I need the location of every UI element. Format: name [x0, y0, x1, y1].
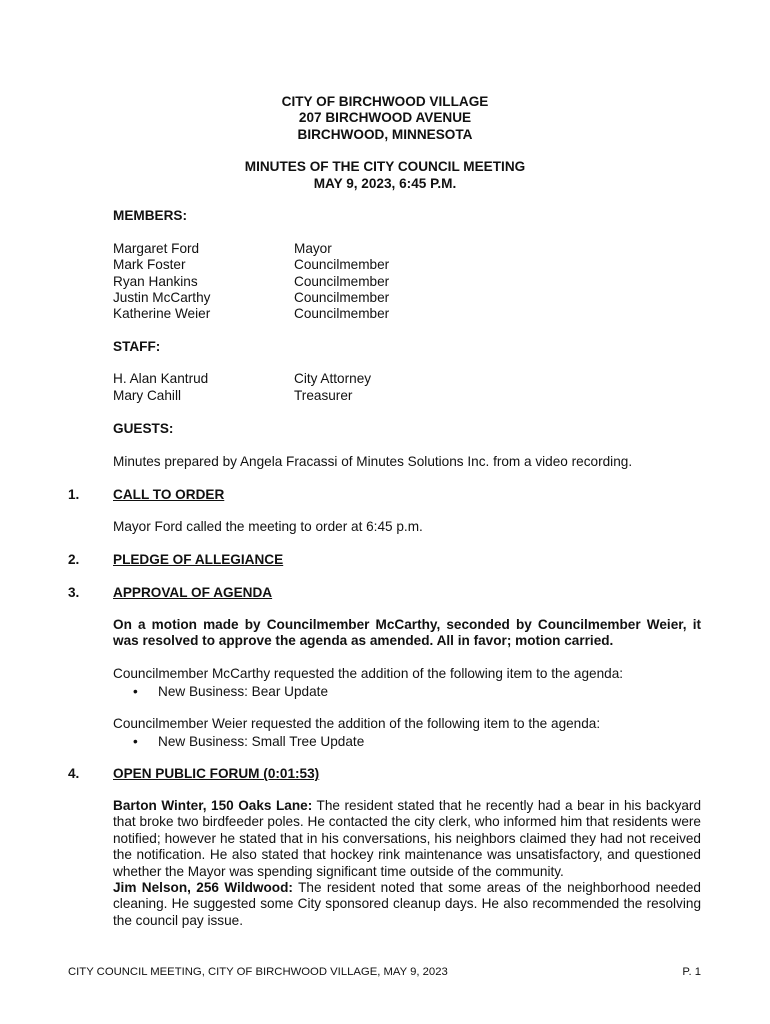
- section-title-call-to-order: CALL TO ORDER: [113, 487, 225, 502]
- header-city-state: BIRCHWOOD, MINNESOTA: [297, 127, 473, 142]
- section-title-pledge: PLEDGE OF ALLEGIANCE: [113, 552, 284, 567]
- agenda-request: Councilmember Weier requested the addition of the following item to the agenda:: [113, 716, 601, 731]
- guests-heading: GUESTS:: [113, 421, 174, 436]
- page-number: P. 1: [682, 966, 701, 978]
- header-city-name: CITY OF BIRCHWOOD VILLAGE: [281, 94, 489, 109]
- speaker-comment: The resident stated that he recently had a bear in his backyard that broke two birdfeeder poles. He contacted the city clerk, who informed him that residents were notified; however he stated that in his conversations, his neighbors claimed they had not received the notification. He also stated that hockey rink maintenance was unsatisfactory, and questioned whether the Mayor was spending significant time outside of the community.: [113, 798, 702, 879]
- staff-heading: STAFF:: [113, 339, 161, 354]
- member-role: Councilmember: [294, 290, 390, 305]
- member-name: Margaret Ford: [113, 241, 200, 256]
- document-title: MINUTES OF THE CITY COUNCIL MEETING: [244, 159, 526, 174]
- member-role: Councilmember: [294, 257, 390, 272]
- member-role: Councilmember: [294, 274, 390, 289]
- speaker-comment: The resident noted that some areas of the neighborhood needed cleaning. He suggested some City sponsored cleanup days. He also recommended the resolving the council pay issue.: [113, 880, 701, 928]
- section-title-open-public-forum: OPEN PUBLIC FORUM (0:01:53): [113, 766, 320, 781]
- minutes-preparer-note: Minutes prepared by Angela Fracassi of Minutes Solutions Inc. from a video recording.: [113, 454, 633, 469]
- agenda-item: New Business: Bear Update: [158, 684, 329, 699]
- member-name: Ryan Hankins: [113, 274, 198, 289]
- section-number: 1.: [68, 487, 80, 502]
- section-title-approval-of-agenda: APPROVAL OF AGENDA: [113, 585, 273, 600]
- section-number: 2.: [68, 552, 80, 567]
- staff-name: H. Alan Kantrud: [113, 371, 209, 386]
- member-role: Mayor: [294, 241, 332, 256]
- member-role: Councilmember: [294, 306, 390, 321]
- header-address: 207 BIRCHWOOD AVENUE: [298, 110, 472, 125]
- agenda-request: Councilmember McCarthy requested the addition of the following item to the agenda:: [113, 666, 624, 681]
- member-name: Mark Foster: [113, 257, 186, 272]
- bullet-icon: •: [133, 734, 138, 749]
- section-number: 4.: [68, 766, 80, 781]
- speaker-name: Jim Nelson, 256 Wildwood:: [113, 880, 293, 896]
- motion-text: On a motion made by Councilmember McCarthy, seconded by Councilmember Weier, it was resolved to approve the agenda as amended. All in favor; motion carried.: [113, 617, 701, 649]
- staff-role: Treasurer: [294, 388, 353, 403]
- section-text: Mayor Ford called the meeting to order at 6:45 p.m.: [113, 519, 423, 534]
- speaker-name: Barton Winter, 150 Oaks Lane:: [113, 798, 313, 813]
- staff-name: Mary Cahill: [113, 388, 181, 403]
- staff-role: City Attorney: [294, 371, 372, 386]
- public-comment-paragraph: [113, 798, 701, 929]
- member-name: Katherine Weier: [113, 306, 211, 321]
- members-heading: MEMBERS:: [113, 208, 188, 223]
- bullet-icon: •: [133, 684, 138, 699]
- page-footer-title: CITY COUNCIL MEETING, CITY OF BIRCHWOOD VILLAGE, MAY 9, 2023: [68, 966, 448, 978]
- section-number: 3.: [68, 585, 80, 600]
- member-name: Justin McCarthy: [113, 290, 211, 305]
- meeting-date: MAY 9, 2023, 6:45 P.M.: [313, 176, 457, 191]
- agenda-item: New Business: Small Tree Update: [158, 734, 365, 749]
